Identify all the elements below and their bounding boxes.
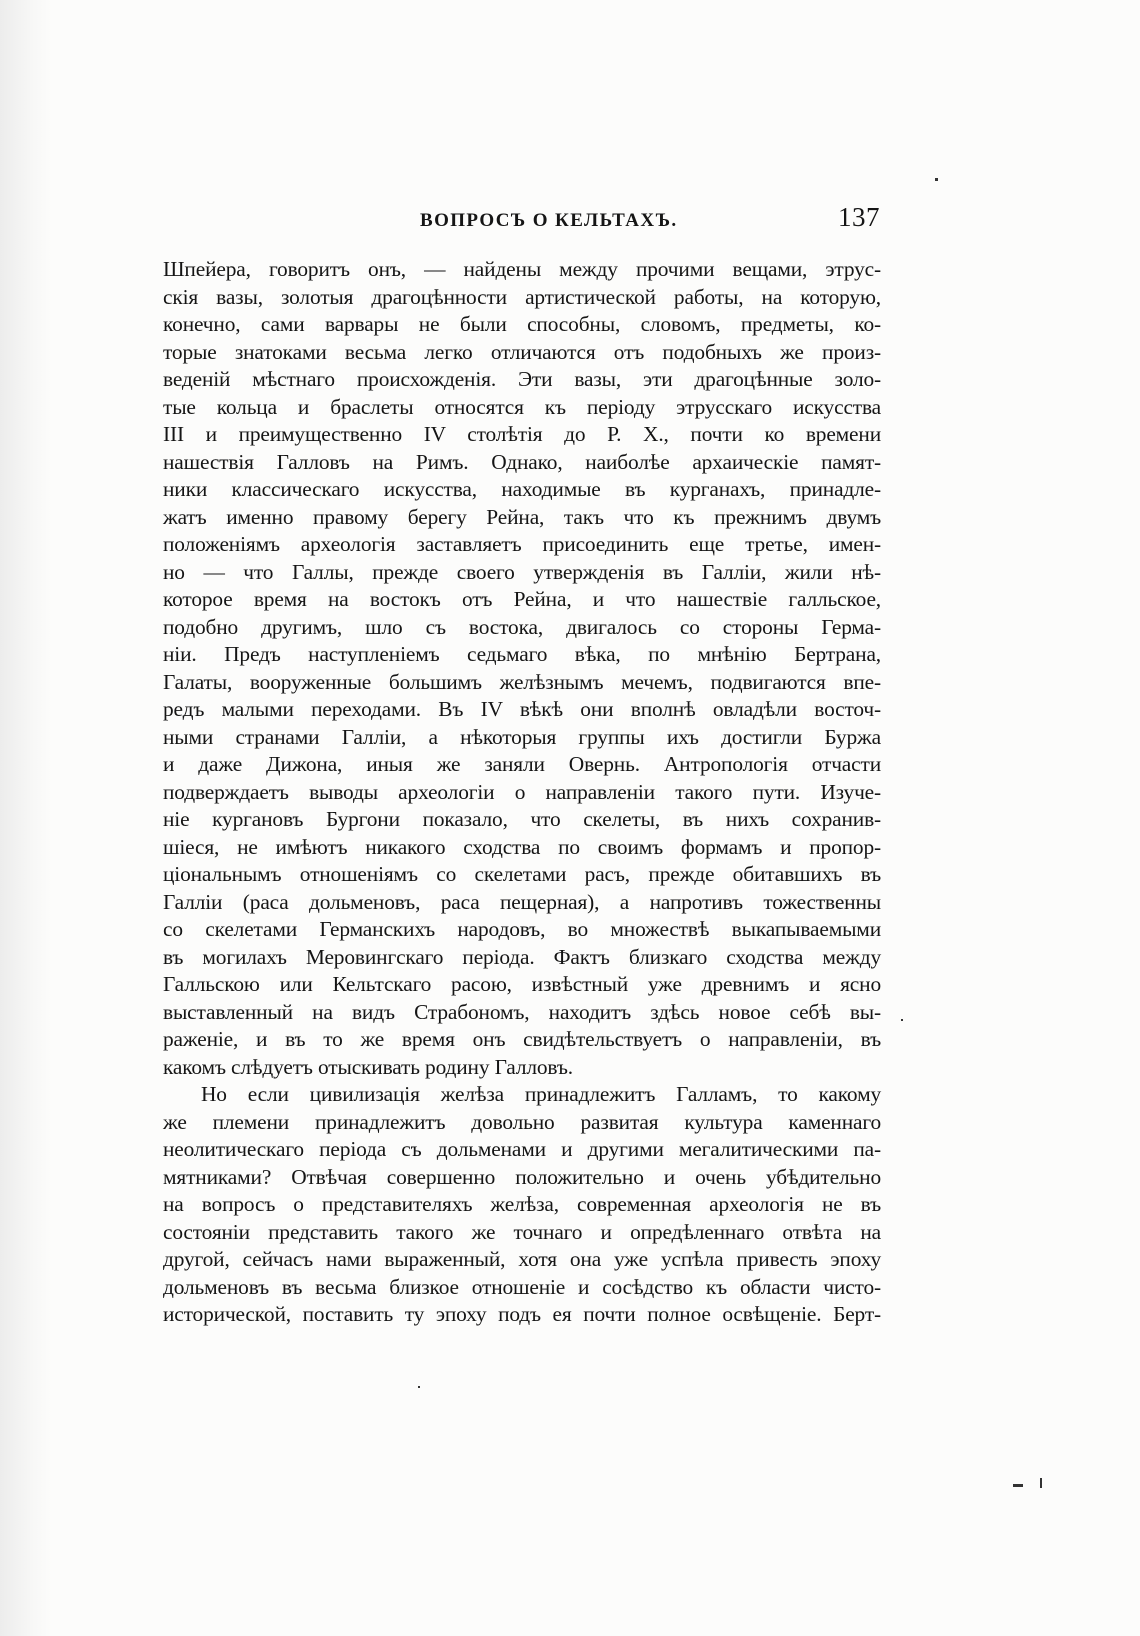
text-line: какомъ слѣдуетъ отыскивать родину Галловъ. <box>163 1054 573 1079</box>
text-line: которое время на востокъ отъ Рейна, и что нашествіе галльское, <box>163 587 881 611</box>
text-line: раженіе, и въ то же время онъ свидѣтельствуетъ о направленіи, въ <box>163 1027 881 1051</box>
text-line: Галльскою или Кельтскаго расою, извѣстный уже древнимъ и ясно <box>163 972 881 996</box>
text-line: мятниками? Отвѣчая совершенно положительно и очень убѣдительно <box>163 1164 881 1189</box>
text-line: торые знатоками весьма легко отличаются отъ подобныхъ же произ- <box>163 339 881 364</box>
body-text <box>163 256 881 1329</box>
scan-edge-shadow <box>0 0 52 1636</box>
text-line: жатъ именно правому берегу Рейна, такъ что къ прежнимъ двумъ <box>163 504 881 529</box>
text-line: ціональнымъ отношеніямъ со скелетами расъ, прежде обитавшихъ въ <box>163 862 881 886</box>
running-head <box>160 202 880 236</box>
text-line: Галаты, вооруженные большимъ желѣзнымъ мечемъ, подвигаются впе- <box>163 669 881 694</box>
scan-speck <box>901 1019 903 1021</box>
text-line: Шпейера, говоритъ онъ, — найдены между прочими вещами, этрус- <box>163 257 881 281</box>
text-line: на вопросъ о представителяхъ желѣза, современная археологія не въ <box>163 1192 881 1216</box>
text-line: конечно, сами варвары не были способны, словомъ, предметы, ко- <box>163 312 881 336</box>
text-line: въ могилахъ Меровингскаго періода. Фактъ близкаго сходства между <box>163 944 881 969</box>
text-line: исторической, поставить ту эпоху подъ ея почти полное освѣщеніе. Берт- <box>163 1302 881 1326</box>
text-line: же племени принадлежитъ довольно развитая культура каменнаго <box>163 1109 881 1134</box>
scan-speck <box>1040 1478 1042 1488</box>
scan-speck <box>418 1386 420 1388</box>
running-head-title: ВОПРОСЪ О КЕЛЬТАХЪ. <box>420 210 678 231</box>
text-line: нашествія Галловъ на Римъ. Однако, наиболѣе архаическіе памят- <box>163 449 881 474</box>
text-line: выставленный на видъ Страбономъ, находитъ здѣсь новое себѣ вы- <box>163 999 881 1024</box>
text-line: со скелетами Германскихъ народовъ, во множествѣ выкапываемыми <box>163 917 881 941</box>
text-line: III и преимущественно IV столѣтія до Р. Х., почти ко времени <box>163 422 881 446</box>
text-line: ными странами Галліи, а нѣкоторыя группы ихъ достигли Буржа <box>163 724 881 749</box>
text-line: положеніямъ археологія заставляетъ присоединить еще третье, имен- <box>163 532 881 556</box>
text-line: подобно другимъ, шло съ востока, двигалось со стороны Герма- <box>163 614 881 639</box>
text-line: скія вазы, золотыя драгоцѣнности артистической работы, на которую, <box>163 284 881 309</box>
scan-speck <box>1013 1484 1023 1487</box>
text-line: другой, сейчасъ нами выраженный, хотя она уже успѣла привесть эпоху <box>163 1247 881 1271</box>
text-line: состояніи представить такого же точнаго и опредѣленнаго отвѣта на <box>163 1219 881 1244</box>
text-line: и даже Дижона, иныя же заняли Овернь. Антропологія отчасти <box>163 752 881 776</box>
text-line: неолитическаго періода съ дольменами и другими мегалитическими па- <box>163 1137 881 1161</box>
text-line: веденій мѣстнаго происхожденія. Эти вазы, эти драгоцѣнные золо- <box>163 367 881 391</box>
text-line: но — что Галлы, прежде своего утвержденія въ Галліи, жили нѣ- <box>163 559 881 584</box>
text-line: Но если цивилизація желѣза принадлежитъ Галламъ, то какому <box>201 1082 881 1106</box>
paragraph <box>163 256 881 1081</box>
text-line: шіеся, не имѣютъ никакого сходства по своимъ формамъ и пропор- <box>163 834 881 859</box>
text-line: ники классическаго искусства, находимые въ курганахъ, принадле- <box>163 477 881 501</box>
text-line: Галліи (раса дольменовъ, раса пещерная), а напротивъ тожественны <box>163 889 881 914</box>
text-line: тые кольца и браслеты относятся къ періоду этрусскаго искусства <box>163 394 881 419</box>
scan-speck <box>935 178 938 181</box>
text-line: дольменовъ въ весьма близкое отношеніе и сосѣдство къ области чисто- <box>163 1274 881 1299</box>
text-line: подверждаетъ выводы археологіи о направленіи такого пути. Изуче- <box>163 779 881 804</box>
paragraph <box>163 1081 881 1329</box>
page-number: 137 <box>838 202 880 232</box>
text-line: ніе кургановъ Бургони показало, что скелеты, въ нихъ сохранив- <box>163 807 881 831</box>
text-line: ніи. Предъ наступленіемъ седьмаго вѣка, по мнѣнію Бертрана, <box>163 642 881 666</box>
text-line: редъ малыми переходами. Въ IV вѣкѣ они вполнѣ овладѣли восточ- <box>163 697 881 721</box>
